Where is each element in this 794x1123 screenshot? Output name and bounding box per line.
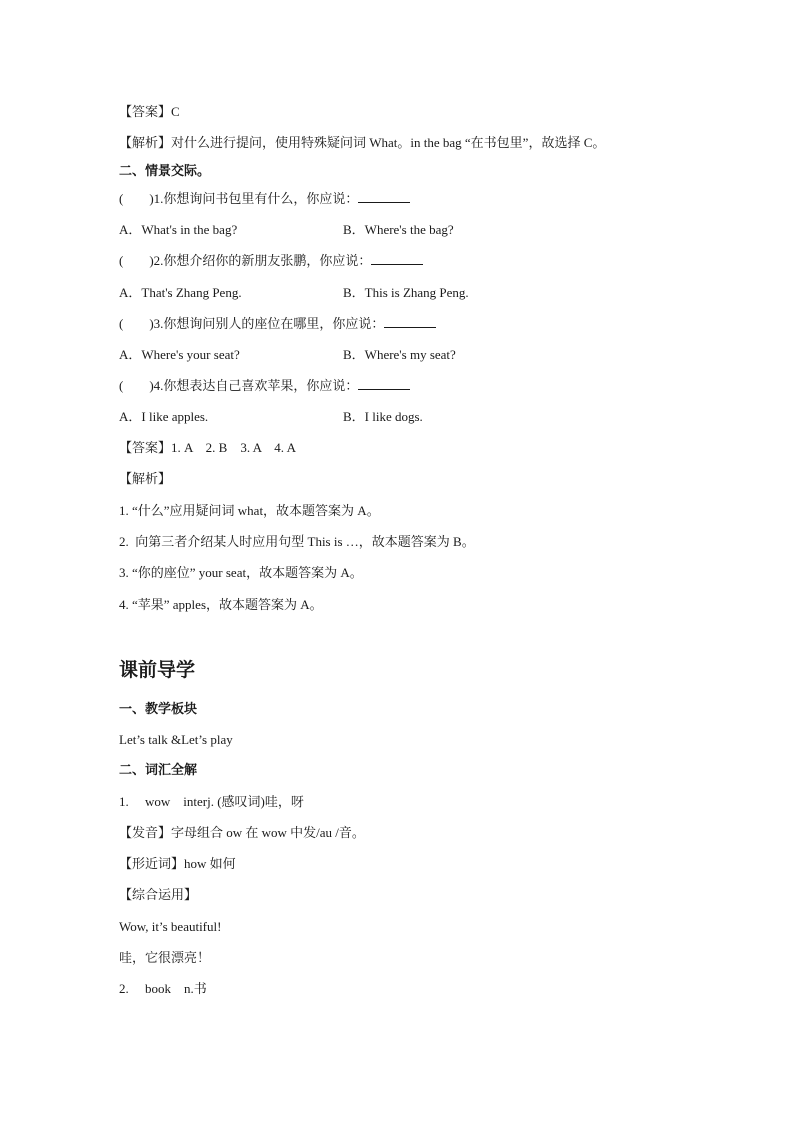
question-4 (119, 377, 410, 395)
analysis-note-4: 4. “苹果” apples，故本题答案为 A。 (119, 597, 323, 612)
section-title-situational: 二、情景交际。 (119, 163, 211, 178)
question-2-option-a: A．That's Zhang Peng. (119, 285, 242, 300)
analysis-title-2: 【解析】 (119, 471, 172, 486)
preview-heading: 课前导学 (119, 660, 196, 681)
pronunciation-note: 【发音】字母组合 ow 在 wow 中发/au /音。 (119, 825, 365, 840)
vocab-item-book: 2. book n.书 (119, 981, 207, 996)
question-3 (119, 315, 436, 333)
vocab-item-wow: 1. wow interj. (感叹词)哇，呀 (119, 794, 304, 809)
question-2 (119, 252, 423, 270)
question-4-option-b: B．I like dogs. (343, 409, 423, 424)
usage-example-en: Wow, it’s beautiful! (119, 919, 222, 934)
question-2-option-b: B．This is Zhang Peng. (343, 285, 469, 300)
question-2-stem: ( )2.你想介绍你的新朋友张鹏，你应说： (119, 253, 372, 268)
answer-blank (371, 253, 423, 265)
usage-example-zh: 哇，它很漂亮！ (119, 950, 211, 965)
answer-line-2: 【答案】1. A 2. B 3. A 4. A (119, 440, 296, 455)
question-1-option-a: A．What's in the bag? (119, 222, 238, 237)
section-teaching-module: 一、教学板块 (119, 701, 198, 716)
question-3-stem: ( )3.你想询问别人的座位在哪里，你应说： (119, 316, 385, 331)
analysis-note-2: 2. 向第三者介绍某人时应用句型 This is …，故本题答案为 B。 (119, 534, 475, 549)
section-vocabulary: 二、词汇全解 (119, 762, 198, 777)
analysis-note-3: 3. “你的座位” your seat，故本题答案为 A。 (119, 565, 363, 580)
question-3-option-a: A．Where's your seat? (119, 347, 240, 362)
question-3-option-b: B．Where's my seat? (343, 347, 456, 362)
similar-word-note: 【形近词】how 如何 (119, 856, 236, 871)
question-1-option-b: B．Where's the bag? (343, 222, 454, 237)
question-4-stem: ( )4.你想表达自己喜欢苹果，你应说： (119, 378, 359, 393)
answer-line-1: 【答案】C (119, 104, 180, 119)
answer-blank (358, 191, 410, 203)
answer-blank (358, 378, 410, 390)
analysis-note-1: 1. “什么”应用疑问词 what，故本题答案为 A。 (119, 503, 380, 518)
analysis-line-1: 【解析】对什么进行提问，使用特殊疑问词 What。in the bag “在书包里”，故选择 C。 (119, 135, 606, 150)
answer-blank (384, 316, 436, 328)
usage-heading: 【综合运用】 (119, 887, 198, 902)
question-1-stem: ( )1.你想询问书包里有什么，你应说： (119, 191, 359, 206)
question-4-option-a: A．I like apples. (119, 409, 209, 424)
teaching-module-content: Let’s talk &Let’s play (119, 732, 233, 747)
question-1 (119, 190, 410, 208)
